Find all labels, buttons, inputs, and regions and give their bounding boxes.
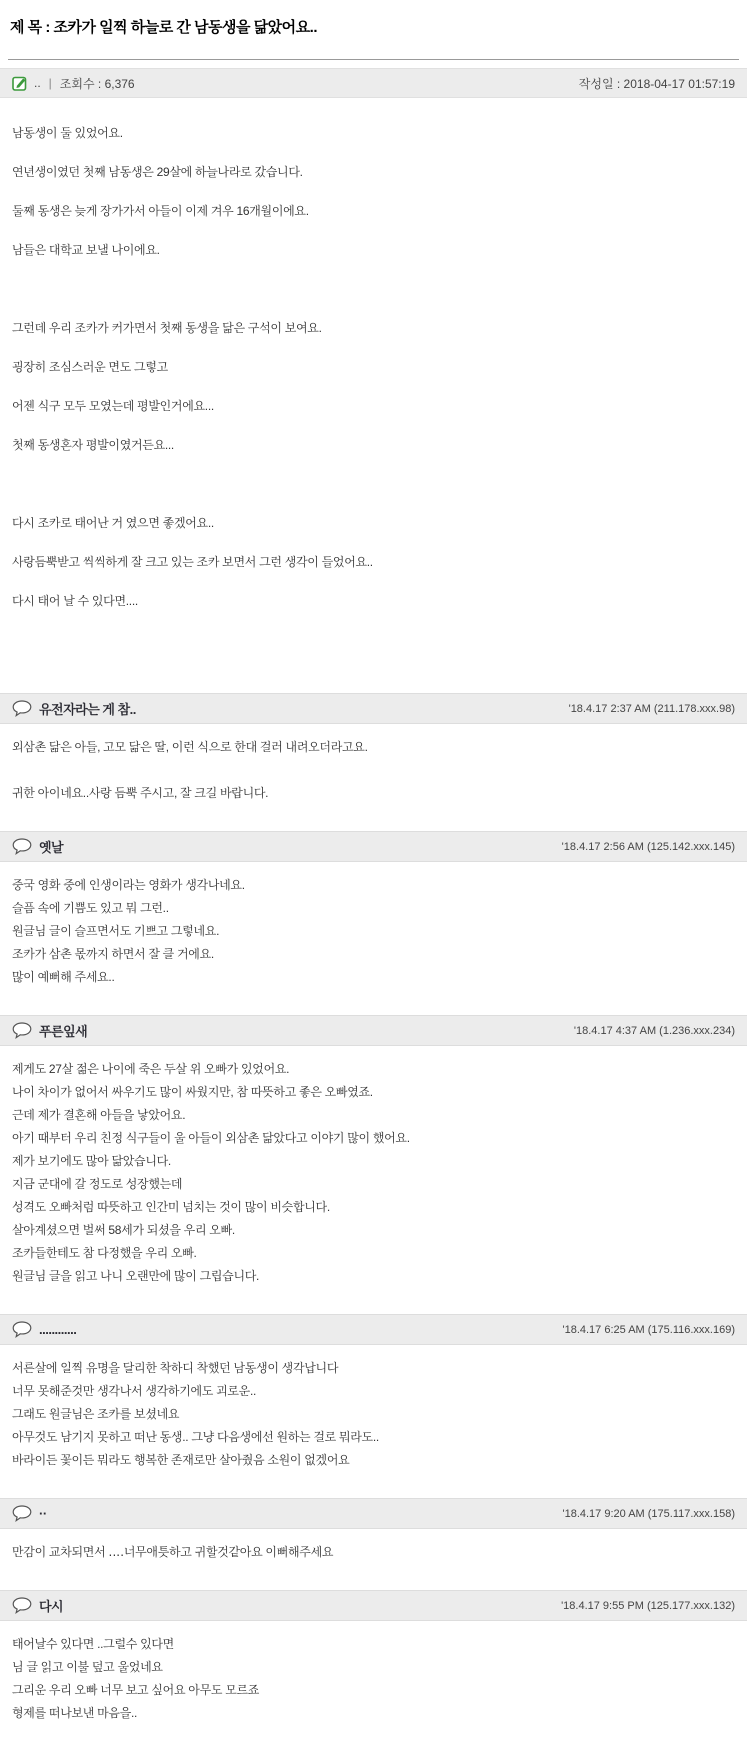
commenter-name: 다시 bbox=[39, 1599, 64, 1614]
speech-bubble-icon bbox=[12, 1321, 32, 1338]
text-line: 사랑듬뿍받고 씩씩하게 잘 크고 있는 조카 보면서 그런 생각이 들었어요.. bbox=[12, 555, 373, 569]
comment-body bbox=[0, 1621, 747, 1725]
text-line: 외삼촌 닮은 아들, 고모 닮은 딸, 이런 식으로 한대 걸러 내려오더라고요. bbox=[12, 740, 368, 754]
text-line: 둘째 동생은 늦게 장가가서 아들이 이제 겨우 16개월이에요. bbox=[12, 204, 309, 218]
text-line: 다시 조카로 태어난 거 였으면 좋겠어요.. bbox=[12, 516, 214, 530]
text-line: 나이 차이가 없어서 싸우기도 많이 싸웠지만, 참 따뜻하고 좋은 오빠였죠. bbox=[12, 1085, 373, 1099]
comment-body bbox=[0, 1529, 747, 1564]
text-line: 연년생이였던 첫째 남동생은 29살에 하늘나라로 갔습니다. bbox=[12, 165, 303, 179]
text-line: 너무 못해준것만 생각나서 생각하기에도 괴로운.. bbox=[12, 1384, 257, 1398]
comment-timestamp: '18.4.17 6:25 AM (175.116.xxx.169) bbox=[562, 1323, 735, 1336]
text-line bbox=[12, 270, 735, 309]
post-meta-left bbox=[12, 75, 135, 92]
commenter-name: ............ bbox=[39, 1322, 77, 1337]
pencil-icon bbox=[12, 75, 28, 91]
speech-bubble-icon bbox=[12, 1022, 32, 1039]
post-info-bar bbox=[0, 68, 747, 98]
comment-body bbox=[0, 862, 747, 989]
text-line: 조카들한테도 참 다정했을 우리 오빠. bbox=[12, 1246, 197, 1260]
text-line: 아기 때부터 우리 친정 식구들이 울 아들이 외삼촌 닮았다고 이야기 많이 했어요. bbox=[12, 1131, 410, 1145]
text-line: 그런데 우리 조카가 커가면서 첫째 동생을 닮은 구석이 보여요. bbox=[12, 321, 322, 335]
text-line: 만감이 교차되면서 ‥‥너무애틋하고 귀할것같아요 이뻐해주세요 bbox=[12, 1545, 334, 1559]
text-line: 제게도 27살 젊은 나이에 죽은 두살 위 오빠가 있었어요. bbox=[12, 1062, 290, 1076]
comment-header bbox=[0, 1314, 747, 1345]
post-body bbox=[0, 98, 747, 621]
comment-header bbox=[0, 1498, 747, 1529]
text-line: 많이 예뻐해 주세요.. bbox=[12, 970, 115, 984]
text-line: 굉장히 조심스러운 면도 그렇고 bbox=[12, 360, 168, 374]
text-line: 조카가 삼촌 몫까지 하면서 잘 클 거에요. bbox=[12, 947, 214, 961]
text-line: 다시 태어 날 수 있다면.... bbox=[12, 594, 138, 608]
text-line: 님 글 읽고 이불 덮고 울었네요 bbox=[12, 1660, 163, 1674]
post-date: 작성일 : 2018-04-17 01:57:19 bbox=[578, 76, 735, 91]
meta-separator: | bbox=[48, 76, 52, 90]
text-line: 바라이든 꽃이든 뭐라도 행복한 존재로만 살아줬음 소원이 없겠어요 bbox=[12, 1453, 350, 1467]
text-line: 서른살에 일찍 유명을 달리한 착하디 착했던 남동생이 생각납니다 bbox=[12, 1361, 339, 1375]
page-title: 제 목 : 조카가 일찍 하늘로 간 남동생을 닮았어요.. bbox=[10, 19, 317, 36]
text-line: 첫째 동생혼자 평발이였거든요... bbox=[12, 438, 174, 452]
author-name: .. bbox=[34, 76, 41, 90]
view-count: 조회수 : 6,376 bbox=[59, 76, 135, 91]
text-line: 제가 보기에도 많아 닮았습니다. bbox=[12, 1154, 171, 1168]
comment-list bbox=[0, 693, 747, 1725]
comment-timestamp: '18.4.17 4:37 AM (1.236.xxx.234) bbox=[573, 1024, 735, 1037]
comment-item bbox=[0, 831, 747, 989]
text-line: 아무것도 남기지 못하고 떠난 동생.. 그냥 다음생에선 원하는 걸로 뭐라도.. bbox=[12, 1430, 379, 1444]
comment-item bbox=[0, 1498, 747, 1564]
text-line: 중국 영화 중에 인생이라는 영화가 생각나네요. bbox=[12, 878, 245, 892]
text-line: 남동생이 둘 있었어요. bbox=[12, 126, 123, 140]
commenter-name: 옛날 bbox=[39, 840, 64, 855]
commenter-name: 유전자라는 게 참.. bbox=[39, 702, 136, 717]
comment-item bbox=[0, 1590, 747, 1725]
text-line bbox=[12, 465, 735, 504]
comment-item bbox=[0, 1015, 747, 1288]
text-line: 그래도 원글님은 조카를 보셨네요 bbox=[12, 1407, 180, 1421]
text-line: 원글님 글을 읽고 나니 오랜만에 많이 그립습니다. bbox=[12, 1269, 260, 1283]
speech-bubble-icon bbox=[12, 838, 32, 855]
text-line: 근데 제가 결혼해 아들을 낳았어요. bbox=[12, 1108, 186, 1122]
speech-bubble-icon bbox=[12, 1597, 32, 1614]
text-line: 원글님 글이 슬프면서도 기쁘고 그렇네요. bbox=[12, 924, 220, 938]
text-line: 형제를 떠나보낸 마음을.. bbox=[12, 1706, 138, 1720]
title-divider bbox=[8, 59, 739, 60]
text-line: 성격도 오빠처럼 따뜻하고 인간미 넘치는 것이 많이 비슷합니다. bbox=[12, 1200, 330, 1214]
text-line: 그리운 우리 오빠 너무 보고 싶어요 아무도 모르죠 bbox=[12, 1683, 260, 1697]
text-line: 지금 군대에 갈 정도로 성장했는데 bbox=[12, 1177, 183, 1191]
comment-item bbox=[0, 693, 747, 805]
comment-item bbox=[0, 1314, 747, 1472]
comment-timestamp: '18.4.17 9:20 AM (175.117.xxx.158) bbox=[562, 1507, 735, 1520]
speech-bubble-icon bbox=[12, 700, 32, 717]
text-line: 남들은 대학교 보낼 나이에요. bbox=[12, 243, 160, 257]
comment-header bbox=[0, 831, 747, 862]
comment-body bbox=[0, 1046, 747, 1288]
comment-timestamp: '18.4.17 9:55 PM (125.177.xxx.132) bbox=[561, 1599, 735, 1612]
comment-body bbox=[0, 724, 747, 805]
text-line: 귀한 아이네요..사랑 듬뿍 주시고, 잘 크길 바랍니다. bbox=[12, 786, 269, 800]
commenter-name: 푸른잎새 bbox=[39, 1024, 88, 1039]
speech-bubble-icon bbox=[12, 1505, 32, 1522]
text-line: 태어날수 있다면 ..그럴수 있다면 bbox=[12, 1637, 174, 1651]
comment-header bbox=[0, 1590, 747, 1621]
comment-timestamp: '18.4.17 2:37 AM (211.178.xxx.98) bbox=[568, 702, 735, 715]
comment-timestamp: '18.4.17 2:56 AM (125.142.xxx.145) bbox=[561, 840, 735, 853]
text-line: 슬픔 속에 기쁨도 있고 뭐 그런.. bbox=[12, 901, 169, 915]
text-line: 살아계셨으면 벌써 58세가 되셨을 우리 오빠. bbox=[12, 1223, 235, 1237]
text-line: 어젠 식구 모두 모였는데 평발인거에요... bbox=[12, 399, 214, 413]
comment-header bbox=[0, 693, 747, 724]
commenter-name: ·· bbox=[39, 1506, 47, 1521]
comment-header bbox=[0, 1015, 747, 1046]
text-line bbox=[12, 759, 735, 782]
comment-body bbox=[0, 1345, 747, 1472]
